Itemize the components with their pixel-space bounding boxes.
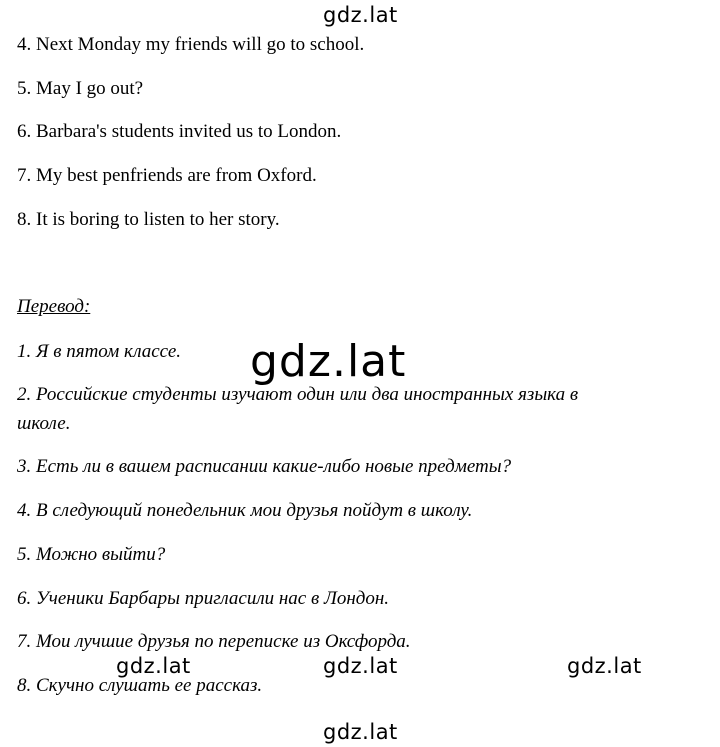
russian-line-2-continued: школе. (17, 413, 71, 434)
russian-line-4: 4. В следующий понедельник мои друзья пойдут в школу. (17, 500, 473, 521)
english-line-8: 8. It is boring to listen to her story. (17, 209, 280, 230)
english-line-4: 4. Next Monday my friends will go to school. (17, 34, 365, 55)
watermark-footer: gdz.lat (323, 720, 398, 744)
english-line-5: 5. May I go out? (17, 78, 144, 99)
watermark-bottom-right: gdz.lat (567, 654, 642, 678)
russian-line-8: 8. Скучно слушать ее рассказ. (17, 675, 263, 696)
english-line-7: 7. My best penfriends are from Oxford. (17, 165, 317, 186)
watermark-top: gdz.lat (323, 3, 398, 27)
russian-line-2: 2. Российские студенты изучают один или два иностранных языка в (17, 384, 579, 405)
russian-line-7: 7. Мои лучшие друзья по переписке из Оксфорда. (17, 631, 411, 652)
translation-heading: Перевод: (17, 296, 91, 317)
russian-line-5: 5. Можно выйти? (17, 544, 166, 565)
english-line-6: 6. Barbara's students invited us to London. (17, 121, 342, 142)
watermark-center: gdz.lat (250, 336, 407, 387)
watermark-bottom-center: gdz.lat (323, 654, 398, 678)
russian-line-3: 3. Есть ли в вашем расписании какие-либо новые предметы? (17, 456, 512, 477)
watermark-bottom-left: gdz.lat (116, 654, 191, 678)
russian-line-6: 6. Ученики Барбары пригласили нас в Лондон. (17, 588, 390, 609)
russian-line-1: 1. Я в пятом классе. (17, 341, 182, 362)
